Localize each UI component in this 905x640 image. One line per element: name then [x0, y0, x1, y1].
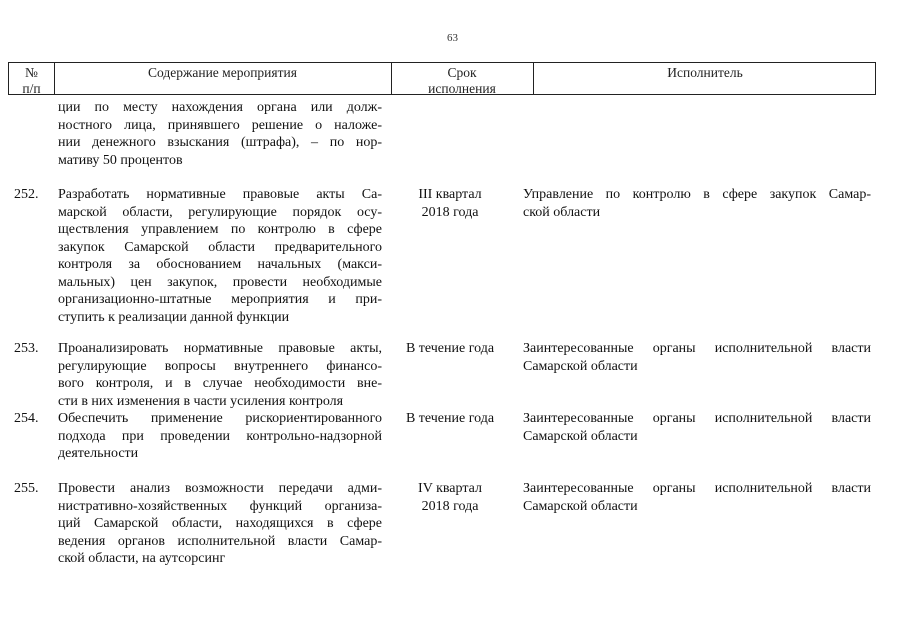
content-line: ской области, на аутсорсинг — [58, 551, 226, 566]
term-line: 2018 года — [421, 204, 479, 220]
row-content — [58, 480, 382, 568]
executor-line: Заинтересованные органы исполнительной власти — [523, 411, 871, 426]
executor-line: ской области — [523, 204, 601, 220]
term-line: III квартал — [418, 187, 482, 202]
content-line: подхода при проведении контрольно-надзорной — [58, 428, 382, 444]
content-line: ностного лица, принявшего решение о наложе- — [58, 117, 382, 133]
content-line: Разработать нормативные правовые акты Са- — [58, 187, 382, 202]
executor-line: Самарской области — [523, 428, 638, 444]
header-term-sub: исполнения — [428, 81, 496, 96]
row-number: 255. — [14, 481, 39, 496]
term-line: IV квартал — [418, 481, 482, 496]
header-number-sub: п/п — [22, 81, 41, 96]
executor-line: Заинтересованные органы исполнительной власти — [523, 481, 871, 496]
row-content — [58, 186, 382, 326]
content-line: контроля за обоснованием начальных (макси- — [58, 257, 382, 272]
row-executor — [523, 340, 871, 375]
row-executor — [523, 410, 871, 445]
content-line: регулирующие вопросы внутреннего финансо- — [58, 358, 382, 374]
content-line: деятельности — [58, 446, 139, 461]
content-line: ведения органов исполнительной власти Самар- — [58, 533, 382, 549]
content-line: Проанализировать нормативные правовые акты, — [58, 341, 382, 356]
content-line: ции по месту нахождения органа или долж- — [58, 100, 382, 115]
content-line: нистративно-хозяйственных функций организа- — [58, 498, 382, 514]
content-line: марской области, регулирующие порядок осу- — [58, 204, 382, 220]
row-content — [58, 99, 382, 169]
content-line: ций Самарской области, находящихся в сфере — [58, 516, 382, 531]
content-line: ступить к реализации данной функции — [58, 309, 290, 325]
term-line: В течение года — [405, 341, 495, 356]
row-content — [58, 340, 382, 410]
row-term — [388, 410, 512, 428]
content-line: организационно-штатные мероприятия и при- — [58, 292, 382, 307]
content-line: ществления управлением по контролю в сфере — [58, 222, 382, 237]
content-line: сти в них изменения в части усиления контроля — [58, 393, 344, 409]
page-number: 63 — [447, 32, 458, 44]
content-line: Провести анализ возможности передачи адми- — [58, 481, 382, 496]
content-line: Обеспечить применение рискориентированного — [58, 411, 382, 426]
term-line: 2018 года — [421, 498, 479, 514]
row-number: 254. — [14, 411, 39, 426]
executor-line: Самарской области — [523, 358, 638, 374]
content-line: мальных) цен закупок, провести необходимые — [58, 274, 382, 290]
row-number: 252. — [14, 187, 39, 202]
row-content — [58, 410, 382, 463]
executor-line: Самарской области — [523, 498, 638, 514]
content-line: нии денежного взыскания (штрафа), – по нор- — [58, 135, 382, 150]
executor-line: Заинтересованные органы исполнительной власти — [523, 341, 871, 356]
row-executor — [523, 186, 871, 221]
header-term: Срок — [447, 65, 477, 80]
row-executor — [523, 480, 871, 515]
table-header — [8, 62, 876, 95]
executor-line: Управление по контролю в сфере закупок Самар- — [523, 187, 871, 202]
row-term — [388, 186, 512, 221]
header-executor: Исполнитель — [667, 65, 743, 80]
header-content: Содержание мероприятия — [148, 65, 297, 80]
row-term — [388, 480, 512, 515]
content-line: закупок Самарской области предварительного — [58, 239, 382, 255]
row-term — [388, 340, 512, 358]
content-line: мативу 50 процентов — [58, 152, 183, 168]
row-number: 253. — [14, 341, 39, 356]
header-number: № — [25, 65, 38, 80]
content-line: вого контроля, и в случае необходимости вне- — [58, 376, 382, 391]
term-line: В течение года — [405, 411, 495, 426]
